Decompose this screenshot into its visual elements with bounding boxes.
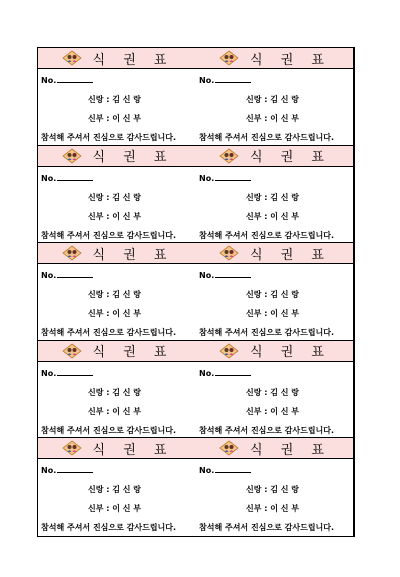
no-label: No.: [41, 76, 57, 85]
meal-ticket: [196, 438, 354, 536]
ticket-number: [41, 465, 93, 475]
ticket-header: [196, 48, 353, 69]
ticket-number: [199, 368, 251, 378]
ticket-title: 식 권 표: [250, 150, 331, 166]
wedding-couple-logo-icon: [61, 343, 83, 359]
no-label: No.: [199, 271, 215, 281]
thanks-message: 참석해 주셔서 진심으로 감사드립니다.: [199, 328, 335, 338]
groom-line: 신랑 : 김 신 랑: [88, 95, 141, 104]
ticket-body: [196, 362, 353, 438]
ticket-header: [196, 438, 353, 459]
number-blank-line: [57, 75, 93, 83]
groom-line: 신랑 : 김 신 랑: [246, 485, 299, 495]
bride-line: 신부 : 이 신 부: [246, 211, 299, 221]
groom-line: 신랑 : 김 신 랑: [88, 387, 141, 397]
groom-line: 신랑 : 김 신 랑: [88, 290, 141, 300]
no-label: No.: [199, 466, 215, 476]
ticket-number: [41, 173, 93, 183]
no-label: No.: [199, 368, 215, 378]
groom-line: 신랑 : 김 신 랑: [246, 95, 299, 104]
ticket-header: [38, 243, 196, 264]
meal-ticket: [38, 146, 196, 244]
ticket-number: [199, 270, 251, 280]
wedding-couple-logo-icon: [218, 50, 240, 66]
no-label: No.: [199, 76, 215, 85]
groom-line: 신랑 : 김 신 랑: [88, 192, 141, 202]
thanks-message: 참석해 주셔서 진심으로 감사드립니다.: [199, 133, 335, 142]
wedding-couple-logo-icon: [61, 50, 83, 66]
thanks-message: 참석해 주셔서 진심으로 감사드립니다.: [199, 425, 335, 435]
meal-ticket: [196, 48, 354, 146]
ticket-header: [38, 341, 196, 362]
wedding-couple-logo-icon: [61, 440, 83, 456]
ticket-title: 식 권 표: [92, 345, 174, 361]
ticket-title: 식 권 표: [92, 247, 174, 263]
ticket-title: 식 권 표: [250, 442, 331, 458]
ticket-body: [38, 459, 196, 536]
wedding-couple-logo-icon: [218, 245, 240, 261]
groom-line: 신랑 : 김 신 랑: [88, 485, 141, 495]
ticket-header: [196, 146, 353, 167]
bride-line: 신부 : 이 신 부: [246, 114, 299, 123]
bride-line: 신부 : 이 신 부: [88, 114, 141, 123]
ticket-header: [196, 341, 353, 362]
ticket-title: 식 권 표: [250, 345, 331, 361]
wedding-couple-logo-icon: [218, 440, 240, 456]
number-blank-line: [57, 465, 93, 473]
thanks-message: 참석해 주셔서 진심으로 감사드립니다.: [41, 230, 177, 240]
groom-line: 신랑 : 김 신 랑: [246, 387, 299, 397]
meal-ticket-sheet: [37, 47, 355, 537]
bride-line: 신부 : 이 신 부: [246, 406, 299, 416]
ticket-body: [196, 167, 353, 243]
wedding-couple-logo-icon: [61, 148, 83, 164]
ticket-title: 식 권 표: [250, 52, 331, 68]
ticket-title: 식 권 표: [92, 52, 174, 68]
number-blank-line: [215, 173, 251, 181]
ticket-body: [196, 264, 353, 340]
groom-line: 신랑 : 김 신 랑: [246, 290, 299, 300]
no-label: No.: [41, 271, 57, 281]
ticket-number: [41, 75, 93, 85]
no-label: No.: [41, 173, 57, 183]
number-blank-line: [57, 173, 93, 181]
ticket-body: [196, 459, 353, 536]
bride-line: 신부 : 이 신 부: [88, 406, 141, 416]
no-label: No.: [41, 466, 57, 476]
ticket-number: [41, 270, 93, 280]
ticket-header: [38, 48, 196, 69]
wedding-couple-logo-icon: [218, 148, 240, 164]
ticket-body: [196, 69, 353, 145]
bride-line: 신부 : 이 신 부: [88, 211, 141, 221]
ticket-header: [196, 243, 353, 264]
ticket-header: [38, 438, 196, 459]
ticket-header: [38, 146, 196, 167]
meal-ticket: [196, 341, 354, 439]
number-blank-line: [215, 75, 251, 83]
ticket-number: [199, 75, 251, 85]
bride-line: 신부 : 이 신 부: [246, 309, 299, 319]
thanks-message: 참석해 주셔서 진심으로 감사드립니다.: [199, 523, 335, 533]
thanks-message: 참석해 주셔서 진심으로 감사드립니다.: [41, 523, 177, 533]
thanks-message: 참석해 주셔서 진심으로 감사드립니다.: [199, 230, 335, 240]
ticket-number: [199, 173, 251, 183]
bride-line: 신부 : 이 신 부: [88, 309, 141, 319]
number-blank-line: [215, 465, 251, 473]
number-blank-line: [215, 368, 251, 376]
bride-line: 신부 : 이 신 부: [88, 504, 141, 514]
meal-ticket: [196, 146, 354, 244]
ticket-body: [38, 264, 196, 340]
thanks-message: 참석해 주셔서 진심으로 감사드립니다.: [41, 133, 177, 142]
wedding-couple-logo-icon: [61, 245, 83, 261]
meal-ticket: [196, 243, 354, 341]
ticket-number: [199, 465, 251, 475]
ticket-body: [38, 69, 196, 145]
number-blank-line: [57, 368, 93, 376]
ticket-title: 식 권 표: [250, 247, 331, 263]
bride-line: 신부 : 이 신 부: [246, 504, 299, 514]
meal-ticket: [38, 48, 196, 146]
meal-ticket: [38, 341, 196, 439]
thanks-message: 참석해 주셔서 진심으로 감사드립니다.: [41, 328, 177, 338]
wedding-couple-logo-icon: [218, 343, 240, 359]
thanks-message: 참석해 주셔서 진심으로 감사드립니다.: [41, 425, 177, 435]
ticket-body: [38, 167, 196, 243]
number-blank-line: [215, 270, 251, 278]
no-label: No.: [199, 173, 215, 183]
ticket-title: 식 권 표: [92, 442, 174, 458]
number-blank-line: [57, 270, 93, 278]
meal-ticket: [38, 438, 196, 536]
ticket-title: 식 권 표: [92, 150, 174, 166]
ticket-number: [41, 368, 93, 378]
meal-ticket: [38, 243, 196, 341]
ticket-body: [38, 362, 196, 438]
groom-line: 신랑 : 김 신 랑: [246, 192, 299, 202]
no-label: No.: [41, 368, 57, 378]
